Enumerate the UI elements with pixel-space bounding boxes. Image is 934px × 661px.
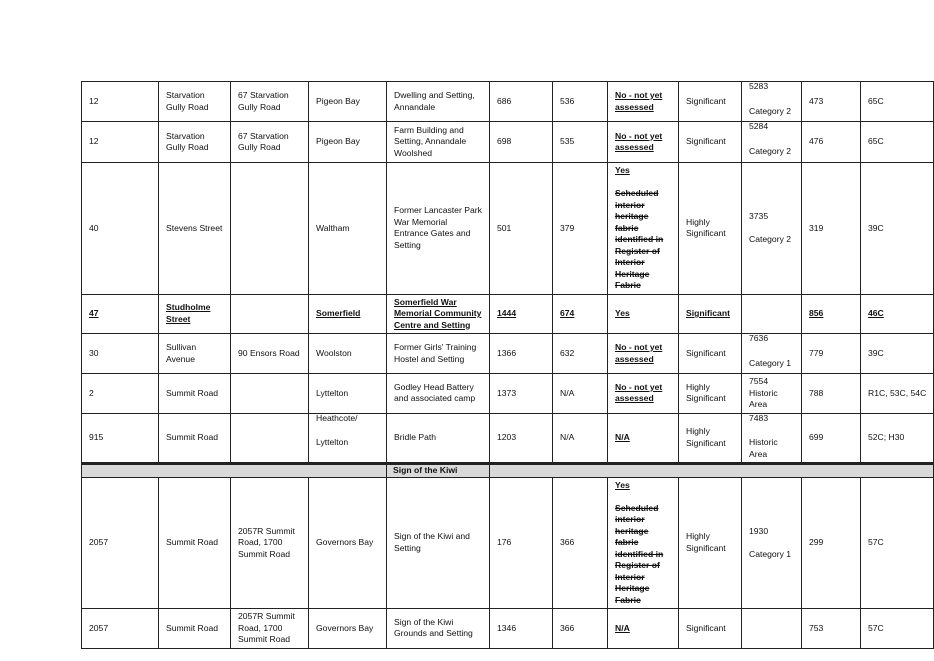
- heritage-assessment-number: N/A: [553, 413, 608, 464]
- listing-number: 7483: [749, 413, 769, 423]
- interior-status-text: N/A: [615, 622, 630, 633]
- heritage-assessment-number: 366: [553, 609, 608, 649]
- street-name: Summit Road: [159, 374, 231, 414]
- interior-status: [608, 334, 679, 374]
- table-row: [82, 82, 934, 122]
- significance: Significant: [679, 334, 742, 374]
- suburb: Governors Bay: [309, 609, 387, 649]
- heritage-item-number: 686: [490, 82, 553, 122]
- heritage-assessment-number: 536: [553, 82, 608, 122]
- listing-number: 1930: [749, 525, 769, 536]
- suburb: Somerfield: [309, 294, 387, 334]
- interior-status-text: No - not yet assessed: [615, 381, 663, 404]
- nzhpt-listing: [742, 413, 802, 464]
- heritage-item-number: 1373: [490, 374, 553, 414]
- address: [231, 413, 309, 464]
- nzhpt-listing: [742, 374, 802, 414]
- suburb-line-1: Heathcote/: [316, 413, 358, 423]
- nzhpt-listing: [742, 334, 802, 374]
- description: Former Girls' Training Hostel and Setting: [387, 334, 490, 374]
- description: Godley Head Battery and associated camp: [387, 374, 490, 414]
- heritage-item-number: 501: [490, 163, 553, 295]
- interior-yes: Yes: [615, 165, 630, 175]
- street-number: 47: [82, 294, 159, 334]
- address: 2057R Summit Road, 1700 Summit Road: [231, 477, 309, 609]
- interior-status: [608, 82, 679, 122]
- map-reference: 788: [802, 374, 861, 414]
- description: Sign of the Kiwi Grounds and Setting: [387, 609, 490, 649]
- street-number: 30: [82, 334, 159, 374]
- street-name: Stevens Street: [159, 163, 231, 295]
- address: 67 Starvation Gully Road: [231, 122, 309, 163]
- map-reference: 699: [802, 413, 861, 464]
- suburb: Pigeon Bay: [309, 82, 387, 122]
- interior-status: [608, 413, 679, 464]
- heritage-item-number: 176: [490, 477, 553, 609]
- street-number: 40: [82, 163, 159, 295]
- description: Former Lancaster Park War Memorial Entrance Gates and Setting: [387, 163, 490, 295]
- map-reference: 856: [802, 294, 861, 334]
- interior-struck-text: Scheduled interior heritage fabric identified in Register of Interior Heritage Fabric: [615, 188, 664, 290]
- street-name: Summit Road: [159, 413, 231, 464]
- address: 2057R Summit Road, 1700 Summit Road: [231, 609, 309, 649]
- nzhpt-listing: [742, 477, 802, 609]
- planning-map: 52C; H30: [861, 413, 934, 464]
- section-header-row: [82, 464, 934, 478]
- listing-category: Category 1: [749, 357, 792, 368]
- heritage-item-number: 1346: [490, 609, 553, 649]
- interior-yes: Yes: [615, 479, 630, 490]
- nzhpt-listing: [742, 82, 802, 122]
- significance: Significant: [679, 294, 742, 334]
- street-name: Studholme Street: [159, 294, 231, 334]
- map-reference: 779: [802, 334, 861, 374]
- address: 67 Starvation Gully Road: [231, 82, 309, 122]
- planning-map: 39C: [861, 163, 934, 295]
- table-row: [82, 122, 934, 163]
- nzhpt-listing: [742, 294, 802, 334]
- street-number: 2: [82, 374, 159, 414]
- description: Sign of the Kiwi and Setting: [387, 477, 490, 609]
- listing-category: Category 1: [749, 548, 792, 559]
- significance: Highly Significant: [679, 477, 742, 609]
- suburb: Governors Bay: [309, 477, 387, 609]
- street-name: Starvation Gully Road: [159, 82, 231, 122]
- planning-map: 57C: [861, 609, 934, 649]
- heritage-assessment-number: 674: [553, 294, 608, 334]
- interior-status: [608, 609, 679, 649]
- street-name: Sullivan Avenue: [159, 334, 231, 374]
- description: Somerfield War Memorial Community Centre and Setting: [387, 294, 490, 334]
- planning-map: 57C: [861, 477, 934, 609]
- planning-map: 65C: [861, 82, 934, 122]
- heritage-assessment-number: 632: [553, 334, 608, 374]
- interior-status-text: No - not yet assessed: [615, 90, 663, 112]
- description: Dwelling and Setting, Annandale: [387, 82, 490, 122]
- interior-status-text: N/A: [615, 432, 630, 442]
- listing-category: Category 2: [749, 145, 792, 156]
- listing-category: Category 2: [749, 105, 792, 116]
- interior-struck-text: Scheduled interior heritage fabric identified in Register of Interior Heritage Fabric: [615, 502, 664, 605]
- interior-status: [608, 374, 679, 414]
- table-row: [82, 334, 934, 374]
- street-number: 2057: [82, 477, 159, 609]
- interior-status-text: No - not yet assessed: [615, 130, 663, 152]
- heritage-item-number: 1444: [490, 294, 553, 334]
- interior-status: [608, 122, 679, 163]
- suburb: Pigeon Bay: [309, 122, 387, 163]
- planning-map: R1C, 53C, 54C: [861, 374, 934, 414]
- interior-status-text: No - not yet assessed: [615, 342, 663, 364]
- street-number: 2057: [82, 609, 159, 649]
- nzhpt-listing: [742, 122, 802, 163]
- address: [231, 374, 309, 414]
- street-number: 12: [82, 122, 159, 163]
- heritage-item-number: 1366: [490, 334, 553, 374]
- map-reference: 476: [802, 122, 861, 163]
- listing-number: 5283: [749, 81, 769, 91]
- table-row: [82, 374, 934, 414]
- listing-number: 5284: [749, 121, 769, 131]
- listing-category: Category 2: [749, 234, 792, 244]
- listing-category: Historic Area: [749, 387, 778, 409]
- heritage-schedule-table: [81, 81, 934, 649]
- heritage-assessment-number: 535: [553, 122, 608, 163]
- planning-map: 39C: [861, 334, 934, 374]
- heritage-assessment-number: 366: [553, 477, 608, 609]
- map-reference: 299: [802, 477, 861, 609]
- interior-status: [608, 163, 679, 295]
- significance: Highly Significant: [679, 163, 742, 295]
- street-number: 915: [82, 413, 159, 464]
- listing-category: Historic Area: [749, 437, 778, 459]
- suburb: [309, 413, 387, 464]
- map-reference: 473: [802, 82, 861, 122]
- significance: Significant: [679, 609, 742, 649]
- section-title: Sign of the Kiwi: [387, 464, 490, 478]
- table-row: [82, 477, 934, 609]
- address: [231, 294, 309, 334]
- description: Bridle Path: [387, 413, 490, 464]
- map-reference: 753: [802, 609, 861, 649]
- table-row: [82, 413, 934, 464]
- street-number: 12: [82, 82, 159, 122]
- listing-number: 3735: [749, 211, 769, 221]
- table-row: [82, 609, 934, 649]
- planning-map: 46C: [861, 294, 934, 334]
- significance: Significant: [679, 122, 742, 163]
- suburb: Woolston: [309, 334, 387, 374]
- listing-number: 7636: [749, 333, 769, 343]
- significance: Significant: [679, 82, 742, 122]
- heritage-assessment-number: 379: [553, 163, 608, 295]
- heritage-assessment-number: N/A: [553, 374, 608, 414]
- listing-number: 7554: [749, 376, 769, 386]
- nzhpt-listing: [742, 163, 802, 295]
- suburb: Waltham: [309, 163, 387, 295]
- address: [231, 163, 309, 295]
- suburb-line-2: Lyttelton: [316, 437, 349, 447]
- heritage-item-number: 1203: [490, 413, 553, 464]
- nzhpt-listing: [742, 609, 802, 649]
- address: 90 Ensors Road: [231, 334, 309, 374]
- interior-status: Yes: [608, 294, 679, 334]
- planning-map: 65C: [861, 122, 934, 163]
- significance: Highly Significant: [679, 374, 742, 414]
- suburb: Lyttelton: [309, 374, 387, 414]
- significance: Highly Significant: [679, 413, 742, 464]
- street-name: Starvation Gully Road: [159, 122, 231, 163]
- street-name: Summit Road: [159, 609, 231, 649]
- interior-status: [608, 477, 679, 609]
- street-name: Summit Road: [159, 477, 231, 609]
- map-reference: 319: [802, 163, 861, 295]
- heritage-item-number: 698: [490, 122, 553, 163]
- table-row: [82, 294, 934, 334]
- table-row: [82, 163, 934, 295]
- description: Farm Building and Setting, Annandale Woolshed: [387, 122, 490, 163]
